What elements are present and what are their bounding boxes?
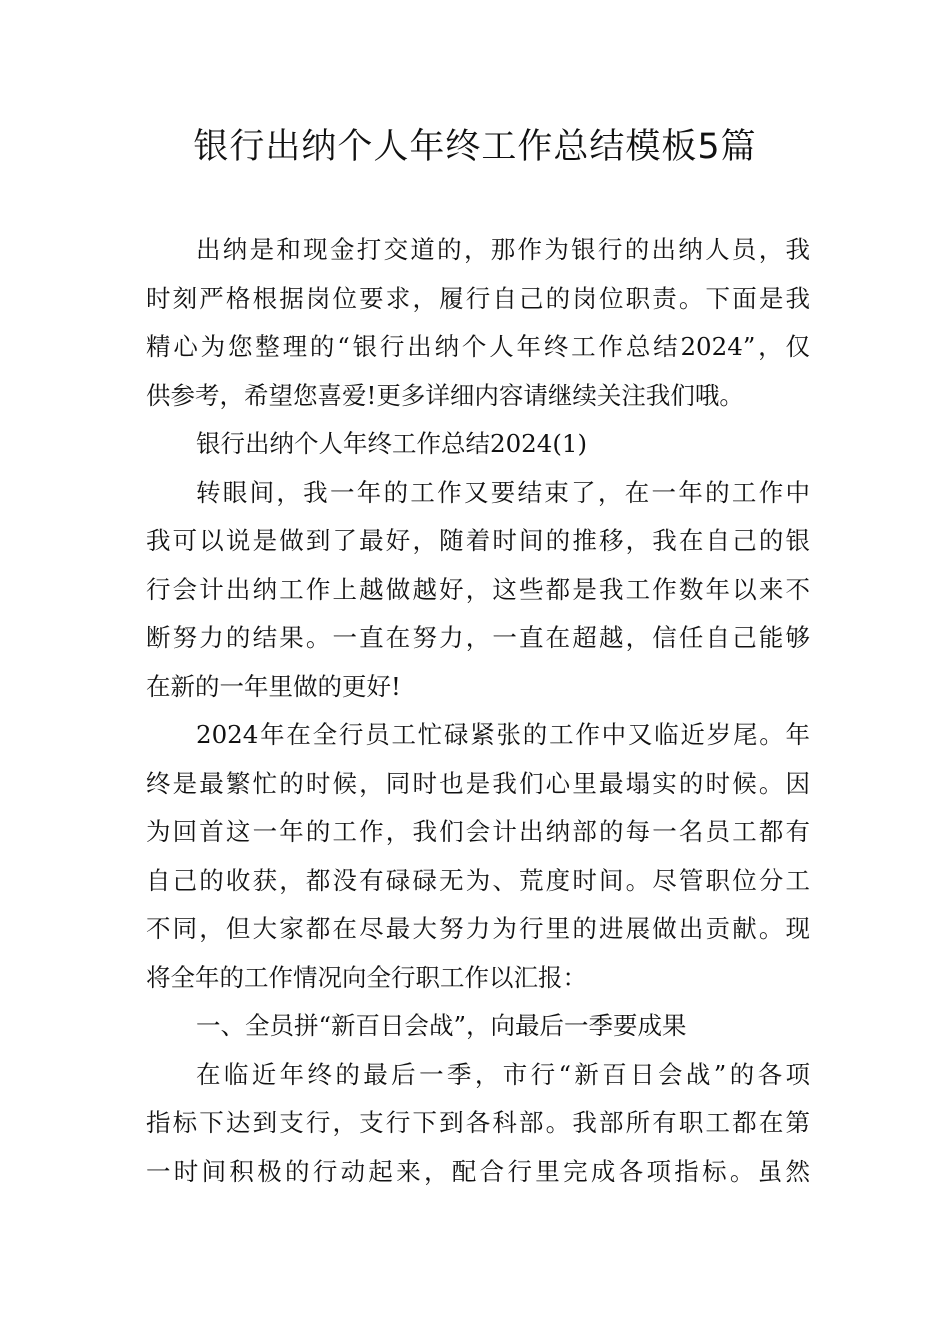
text-line: 指标下达到支行，支行下到各科部。我部所有职工都在第 xyxy=(146,1108,810,1137)
text-line: 精心为您整理的“银行出纳个人年终工作总结2024”，仅 xyxy=(146,332,810,361)
text-line: 出纳是和现金打交道的，那作为银行的出纳人员，我 xyxy=(196,235,810,264)
text-line: 为回首这一年的工作，我们会计出纳部的每一名员工都有 xyxy=(146,817,810,846)
text-line: 在新的一年里做的更好! xyxy=(146,671,401,701)
text-line: 时刻严格根据岗位要求，履行自己的岗位职责。下面是我 xyxy=(146,283,810,313)
text-line: 在临近年终的最后一季，市行“新百日会战”的各项 xyxy=(196,1059,810,1089)
text-line: 不同，但大家都在尽最大努力为行里的进展做出贡献。现 xyxy=(146,914,810,943)
text-line: 我可以说是做到了最好，随着时间的推移，我在自己的银 xyxy=(146,526,810,555)
text-line: 行会计出纳工作上越做越好，这些都是我工作数年以来不 xyxy=(146,574,810,604)
text-line: 供参考，希望您喜爱!更多详细内容请继续关注我们哦。 xyxy=(146,380,744,410)
text-line: 银行出纳个人年终工作总结2024(1) xyxy=(196,429,588,458)
text-line: 一时间积极的行动起来，配合行里完成各项指标。虽然 xyxy=(146,1156,810,1186)
text-line: 断努力的结果。一直在努力，一直在超越，信任自己能够 xyxy=(146,623,810,652)
document-title: 银行出纳个人年终工作总结模板5篇 xyxy=(193,127,757,167)
text-line: 自己的收获，都没有碌碌无为、荒度时间。尽管职位分工 xyxy=(146,865,810,895)
text-line: 终是最繁忙的时候，同时也是我们心里最塌实的时候。因 xyxy=(146,768,810,798)
text-line: 2024年在全行员工忙碌紧张的工作中又临近岁尾。年 xyxy=(196,720,810,749)
text-line: 将全年的工作情况向全行职工作以汇报： xyxy=(146,962,587,992)
text-line: 转眼间，我一年的工作又要结束了，在一年的工作中 xyxy=(196,477,810,507)
document-body xyxy=(146,226,810,1196)
text-line: 一、全员拼“新百日会战”，向最后一季要成果 xyxy=(196,1011,687,1040)
